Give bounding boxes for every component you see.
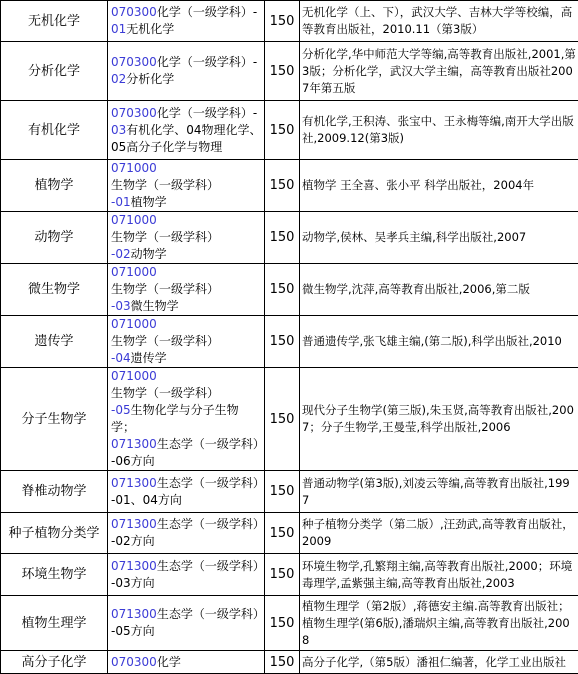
code-text: 动物学 xyxy=(131,247,167,261)
code-line xyxy=(111,402,262,436)
code-cell xyxy=(108,554,265,596)
code-number: 071300 xyxy=(111,517,157,531)
code-number: -02 xyxy=(111,247,131,261)
code-text: 生物学（一级学科） xyxy=(111,282,219,296)
score-cell: 150 xyxy=(265,471,300,513)
code-cell xyxy=(108,513,265,554)
table-row xyxy=(1,513,578,554)
code-text: 分析化学 xyxy=(126,72,174,86)
reference-cell: 普通遗传学,张飞雄主编,(第二版),科学出版社,2010 xyxy=(300,316,578,368)
code-number: -05 xyxy=(111,403,131,417)
table-row xyxy=(1,42,578,101)
code-number: -04 xyxy=(111,351,131,365)
code-text: 生态学（一级学科）-05方向 xyxy=(111,607,259,638)
reference-cell: 植物学 王全喜、张小平 科学出版社，2004年 xyxy=(300,160,578,212)
code-line xyxy=(111,606,262,640)
reference-cell: 高分子化学,（第5版）潘祖仁编著，化学工业出版社 xyxy=(300,651,578,674)
code-line xyxy=(111,558,262,592)
code-text: 生物学（一级学科） xyxy=(111,230,219,244)
reference-cell: 有机化学,王积涛、张宝中、王永梅等编,南开大学出版社,2009.12(第3版) xyxy=(300,101,578,160)
reference-cell: 分析化学,华中师范大学等编,高等教育出版社,2001,第3版；分析化学，武汉大学主编，高等教育出版社2007年第五版 xyxy=(300,42,578,101)
code-number: 01 xyxy=(111,22,126,36)
code-number: 071000 xyxy=(111,265,157,279)
code-text: 生态学（一级学科）-02方向 xyxy=(111,517,259,548)
score-cell: 150 xyxy=(265,1,300,42)
code-line xyxy=(111,4,262,21)
code-text: 生物学（一级学科） xyxy=(111,386,219,400)
table-row xyxy=(1,264,578,316)
code-line xyxy=(111,194,262,211)
reference-cell: 环境生物学,孔繁翔主编,高等教育出版社,2000；环境毒理学,孟紫强主编,高等教育出版社,2003 xyxy=(300,554,578,596)
code-line xyxy=(111,21,262,38)
code-cell xyxy=(108,368,265,471)
table-body xyxy=(1,1,578,674)
table-row xyxy=(1,1,578,42)
code-number: 070300 xyxy=(111,5,157,19)
reference-cell: 微生物学,沈萍,高等教育出版社,2006,第二版 xyxy=(300,264,578,316)
code-text: 化学（一级学科）- xyxy=(157,55,257,69)
code-text: 生态学（一级学科）-01、04方向 xyxy=(111,476,259,507)
code-line xyxy=(111,54,262,71)
code-text: 生态学（一级学科）-03方向 xyxy=(111,559,259,590)
code-line xyxy=(111,105,262,122)
code-cell xyxy=(108,651,265,674)
code-number: 071000 xyxy=(111,317,157,331)
table-row xyxy=(1,471,578,513)
table-row xyxy=(1,596,578,651)
subject-cell: 植物学 xyxy=(1,160,108,212)
code-text: 无机化学 xyxy=(126,22,174,36)
code-line xyxy=(111,160,262,194)
subject-cell: 有机化学 xyxy=(1,101,108,160)
code-text: 化学（一级学科）- xyxy=(157,106,257,120)
table-row xyxy=(1,368,578,471)
score-cell: 150 xyxy=(265,42,300,101)
reference-cell: 现代分子生物学(第三版),朱玉贤,高等教育出版社,2007；分子生物学,王曼莹,科学出版社,2006 xyxy=(300,368,578,471)
score-cell: 150 xyxy=(265,212,300,264)
score-cell: 150 xyxy=(265,264,300,316)
code-number: 070300 xyxy=(111,106,157,120)
code-number: -03 xyxy=(111,299,131,313)
code-text: 植物学 xyxy=(131,195,167,209)
code-number: 071300 xyxy=(111,607,157,621)
reference-cell: 普通动物学(第3版),刘凌云等编,高等教育出版社,1997 xyxy=(300,471,578,513)
table-row xyxy=(1,651,578,674)
subject-cell: 遗传学 xyxy=(1,316,108,368)
code-line xyxy=(111,316,262,350)
code-cell xyxy=(108,316,265,368)
code-text: 生物化学与分子生物学； xyxy=(111,403,239,434)
table-row xyxy=(1,554,578,596)
score-cell: 150 xyxy=(265,160,300,212)
code-number: 070300 xyxy=(111,655,157,669)
code-cell xyxy=(108,471,265,513)
code-number: 02 xyxy=(111,72,126,86)
code-cell xyxy=(108,101,265,160)
code-number: 071000 xyxy=(111,213,157,227)
code-text: 有机化学、04物理化学、05高分子化学与物理 xyxy=(111,123,262,154)
subject-cell: 微生物学 xyxy=(1,264,108,316)
score-cell: 150 xyxy=(265,368,300,471)
code-number: 071300 xyxy=(111,437,157,451)
code-line xyxy=(111,71,262,88)
subject-cell: 种子植物分类学 xyxy=(1,513,108,554)
table-row xyxy=(1,160,578,212)
score-cell: 150 xyxy=(265,651,300,674)
score-cell: 150 xyxy=(265,316,300,368)
code-line xyxy=(111,368,262,402)
score-cell: 150 xyxy=(265,554,300,596)
subject-cell: 植物生理学 xyxy=(1,596,108,651)
code-number: 071300 xyxy=(111,559,157,573)
code-text: 化学 xyxy=(157,655,181,669)
subject-cell: 分析化学 xyxy=(1,42,108,101)
code-line xyxy=(111,212,262,246)
reference-cell: 植物生理学（第2版）,蒋德安主编.高等教育出版社；植物生理学(第6版),潘瑞炽主编,高等教育出版社,2008 xyxy=(300,596,578,651)
code-line xyxy=(111,654,262,671)
code-cell xyxy=(108,264,265,316)
code-text: 生态学（一级学科）-06方向 xyxy=(111,437,259,468)
subject-cell: 环境生物学 xyxy=(1,554,108,596)
table-row xyxy=(1,101,578,160)
reference-cell: 动物学,侯林、吴孝兵主编,科学出版社,2007 xyxy=(300,212,578,264)
code-text: 生物学（一级学科） xyxy=(111,334,219,348)
code-line xyxy=(111,122,262,156)
code-line xyxy=(111,298,262,315)
code-text: 微生物学 xyxy=(131,299,179,313)
code-line xyxy=(111,475,262,509)
subject-cell: 动物学 xyxy=(1,212,108,264)
score-cell: 150 xyxy=(265,101,300,160)
code-line xyxy=(111,436,262,470)
code-number: 070300 xyxy=(111,55,157,69)
code-number: 071000 xyxy=(111,369,157,383)
code-cell xyxy=(108,1,265,42)
score-cell: 150 xyxy=(265,596,300,651)
score-cell: 150 xyxy=(265,513,300,554)
subject-cell: 无机化学 xyxy=(1,1,108,42)
code-cell xyxy=(108,42,265,101)
table-row xyxy=(1,316,578,368)
code-text: 遗传学 xyxy=(131,351,167,365)
code-line xyxy=(111,516,262,550)
subject-cell: 脊椎动物学 xyxy=(1,471,108,513)
subject-cell: 分子生物学 xyxy=(1,368,108,471)
table-row xyxy=(1,212,578,264)
code-cell xyxy=(108,212,265,264)
code-line xyxy=(111,350,262,367)
reference-cell: 种子植物分类学（第二版）,汪劲武,高等教育出版社，2009 xyxy=(300,513,578,554)
code-number: 03 xyxy=(111,123,126,137)
code-line xyxy=(111,246,262,263)
code-number: -01 xyxy=(111,195,131,209)
code-number: 071300 xyxy=(111,476,157,490)
code-line xyxy=(111,264,262,298)
code-text: 化学（一级学科）- xyxy=(157,5,257,19)
code-cell xyxy=(108,596,265,651)
code-text: 生物学（一级学科） xyxy=(111,178,219,192)
subject-cell: 高分子化学 xyxy=(1,651,108,674)
code-cell xyxy=(108,160,265,212)
code-number: 071000 xyxy=(111,161,157,175)
reference-cell: 无机化学（上、下），武汉大学、吉林大学等校编，高等教育出版社，2010.11（第3版） xyxy=(300,1,578,42)
